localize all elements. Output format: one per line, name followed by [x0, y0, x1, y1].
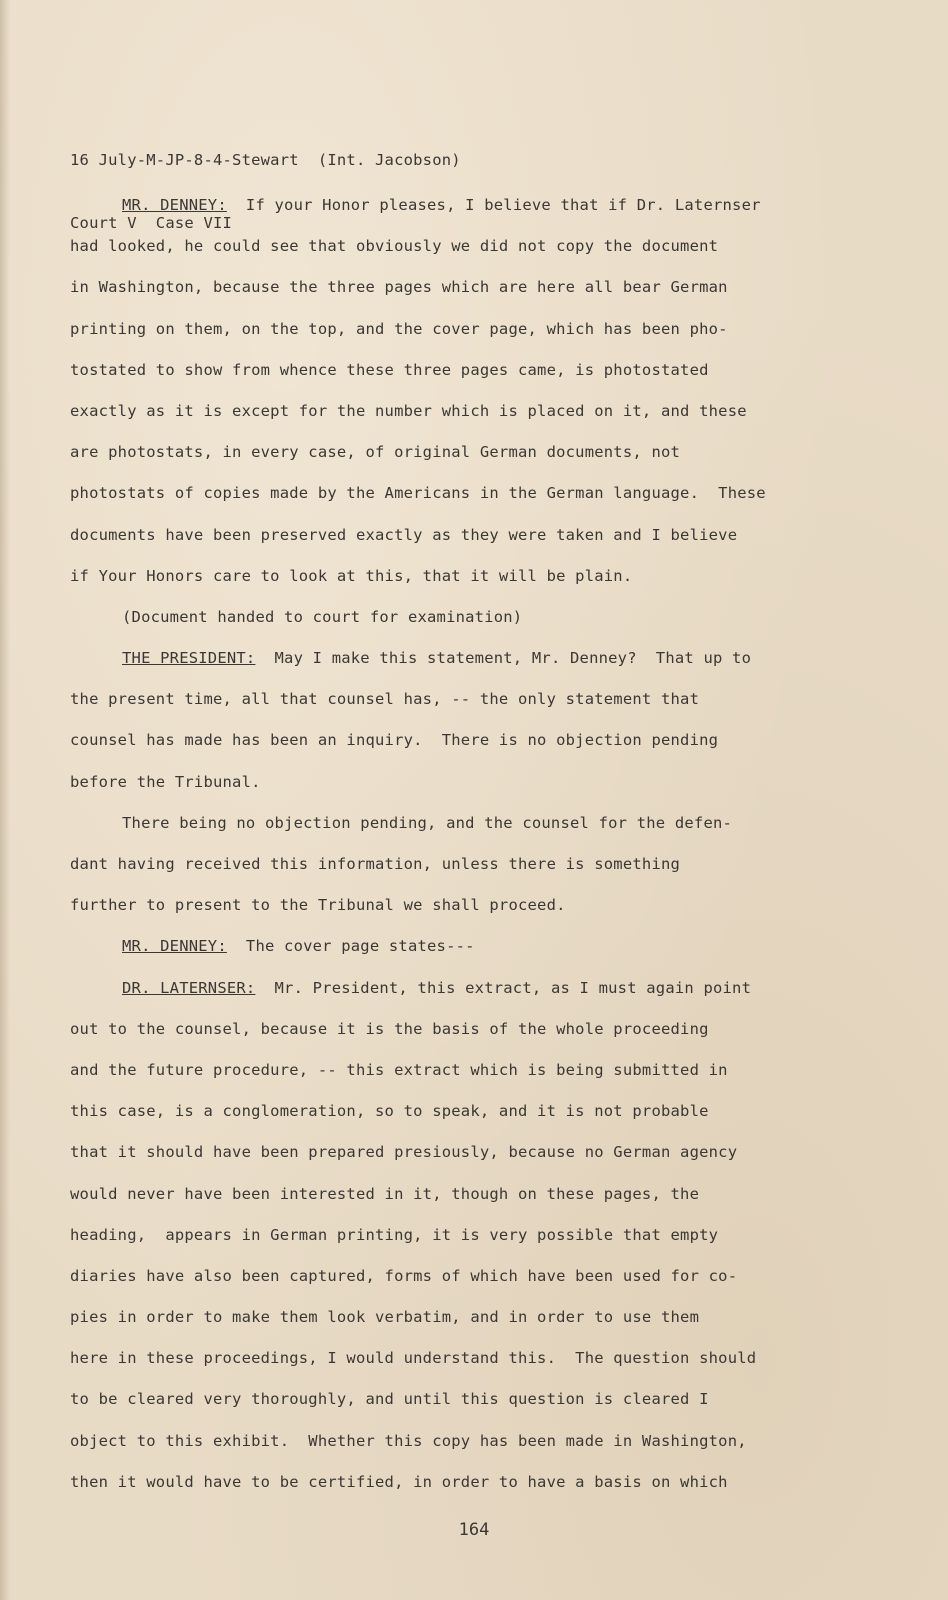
speaker-label: MR. DENNEY:: [122, 937, 227, 956]
header-line-1: 16 July-M-JP-8-4-Stewart (Int. Jacobson): [70, 151, 461, 169]
line-text: There being no objection pending, and the counsel for the defen-: [122, 813, 733, 832]
line-text: then it would have to be certified, in order to have a basis on which: [70, 1472, 728, 1491]
line-text: are photostats, in every case, of original German documents, not: [70, 443, 681, 462]
header-line-2: Court V Case VII: [70, 214, 233, 232]
transcript-line: [70, 638, 900, 679]
line-text: that it should have been prepared presiously, because no German agency: [70, 1143, 738, 1162]
line-text: diaries have also been captured, forms of which have been used for co-: [70, 1266, 738, 1285]
transcript-line: [70, 720, 900, 761]
line-text: pies in order to make them look verbatim, and in order to use them: [70, 1308, 700, 1327]
line-text: documents have been preserved exactly as they were taken and I believe: [70, 525, 738, 544]
transcript-line: [70, 1421, 900, 1462]
page-number: 164: [458, 1520, 490, 1540]
transcript-line: [70, 1256, 900, 1297]
transcript-line: [70, 1132, 900, 1173]
transcript-line: [70, 803, 900, 844]
line-text: If your Honor pleases, I believe that if Dr. Laternser: [226, 196, 761, 214]
transcript-line: [70, 597, 900, 638]
transcript-line: [70, 968, 900, 1009]
speaker-label: MR. DENNEY:: [122, 196, 227, 214]
transcript-line: [70, 515, 900, 556]
transcript-line: [70, 1174, 900, 1215]
line-text: in Washington, because the three pages which are here all bear German: [70, 278, 728, 297]
transcript-line: [70, 926, 900, 967]
transcript-line: [70, 226, 900, 267]
transcript-line: [70, 1379, 900, 1420]
line-text: to be cleared very thoroughly, and until this question is cleared I: [70, 1390, 709, 1409]
transcript-line: [70, 1462, 900, 1503]
line-text: heading, appears in German printing, it is very possible that empty: [70, 1225, 719, 1244]
transcript-line: [70, 679, 900, 720]
line-text: exactly as it is except for the number which is placed on it, and these: [70, 401, 747, 420]
line-text: this case, is a conglomeration, so to speak, and it is not probable: [70, 1102, 709, 1121]
line-text: printing on them, on the top, and the cover page, which has been pho-: [70, 319, 728, 338]
line-text: further to present to the Tribunal we shall proceed.: [70, 896, 566, 915]
line-text: would never have been interested in it, though on these pages, the: [70, 1184, 700, 1203]
transcript-line: [70, 1215, 900, 1256]
transcript-line: [70, 391, 900, 432]
line-text: the present time, all that counsel has, -- the only statement that: [70, 690, 700, 709]
transcript-line: [70, 267, 900, 308]
line-text: The cover page states---: [226, 937, 475, 956]
transcript-line: [70, 350, 900, 391]
line-text: if Your Honors care to look at this, that it will be plain.: [70, 566, 633, 585]
transcript-line: [70, 762, 900, 803]
transcript-line: [70, 1009, 900, 1050]
speaker-label: DR. LATERNSER:: [122, 978, 256, 997]
line-text: here in these proceedings, I would understand this. The question should: [70, 1349, 757, 1368]
line-text: counsel has made has been an inquiry. There is no objection pending: [70, 731, 719, 750]
transcript-line: [70, 1050, 900, 1091]
line-text: Mr. President, this extract, as I must again point: [255, 978, 752, 997]
transcript-line: [70, 885, 900, 926]
speaker-label: THE PRESIDENT:: [122, 649, 256, 668]
transcript-line: [70, 309, 900, 350]
line-text: (Document handed to court for examination): [122, 607, 523, 626]
transcript-body: [70, 185, 900, 1503]
transcript-line: [70, 556, 900, 597]
transcript-line: [70, 432, 900, 473]
line-text: before the Tribunal.: [70, 772, 261, 791]
page-edge-shadow: [0, 0, 10, 1600]
line-text: May I make this statement, Mr. Denney? That up to: [255, 649, 752, 668]
line-text: dant having received this information, unless there is something: [70, 855, 681, 873]
line-text: tostated to show from whence these three pages came, is photostated: [70, 360, 709, 379]
line-text: out to the counsel, because it is the basis of the whole proceeding: [70, 1019, 709, 1038]
line-text: photostats of copies made by the Americans in the German language. These: [70, 484, 766, 503]
transcript-line: [70, 473, 900, 514]
transcript-line: [70, 185, 900, 226]
line-text: object to this exhibit. Whether this copy has been made in Washington,: [70, 1431, 747, 1450]
line-text: had looked, he could see that obviously we did not copy the document: [70, 237, 719, 256]
transcript-line: [70, 1091, 900, 1132]
transcript-line: [70, 1338, 900, 1379]
line-text: and the future procedure, -- this extract which is being submitted in: [70, 1060, 728, 1079]
transcript-line: [70, 1297, 900, 1338]
transcript-line: [70, 844, 900, 885]
